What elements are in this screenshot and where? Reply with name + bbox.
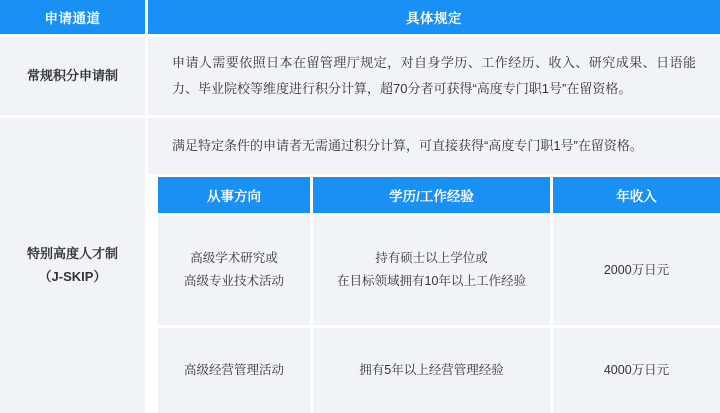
criteria-column-direction: 从事方向 <box>158 177 310 213</box>
regular-points-description: 申请人需要依照日本在留管理厅规定，对自身学历、工作经历、收入、研究成果、日语能力、毕业院校等维度进行积分计算，超70分者可获得“高度专门职1号”在留资格。 <box>172 55 696 96</box>
row-content-regular-points <box>148 37 720 115</box>
criteria-row <box>158 328 720 413</box>
criteria-header-row <box>158 177 720 213</box>
jskip-criteria-table <box>148 177 720 413</box>
criteria-direction-cell <box>158 328 310 413</box>
table-header-row <box>0 0 720 34</box>
column-header-channel: 申请通道 <box>0 0 148 34</box>
criteria-experience-cell <box>310 328 550 413</box>
row-label-jskip-line1: 特别高度人才制 <box>26 246 118 262</box>
criteria-experience-cell <box>310 216 550 325</box>
criteria-direction-line: 高级专业技术活动 <box>183 274 284 289</box>
criteria-direction-line: 高级学术研究或 <box>190 250 278 265</box>
criteria-column-experience: 学历/工作经验 <box>310 177 550 213</box>
table-row-regular-points <box>0 37 720 115</box>
criteria-experience-line: 在目标领域拥有10年以上工作经验 <box>337 274 526 289</box>
criteria-experience-line: 拥有5年以上经营管理经验 <box>359 362 504 377</box>
jskip-description: 满足特定条件的申请者无需通过积分计算，可直接获得“高度专门职1号”在留资格。 <box>172 138 643 153</box>
column-header-rules: 具体规定 <box>148 0 720 34</box>
criteria-experience-line: 持有硕士以上学位或 <box>375 250 488 265</box>
jskip-content <box>148 118 720 413</box>
criteria-income-cell: 2000万日元 <box>550 216 720 325</box>
row-label-regular-points: 常规积分申请制 <box>0 37 148 115</box>
criteria-direction-line: 高级经营管理活动 <box>183 362 284 377</box>
criteria-column-income: 年收入 <box>550 177 720 213</box>
row-label-jskip <box>0 118 148 413</box>
criteria-direction-cell <box>158 216 310 325</box>
criteria-income-cell: 4000万日元 <box>550 328 720 413</box>
jskip-intro-cell <box>148 118 720 174</box>
table-row-jskip <box>0 118 720 413</box>
criteria-row <box>158 216 720 325</box>
row-label-jskip-line2: （J-SKIP） <box>38 268 107 284</box>
